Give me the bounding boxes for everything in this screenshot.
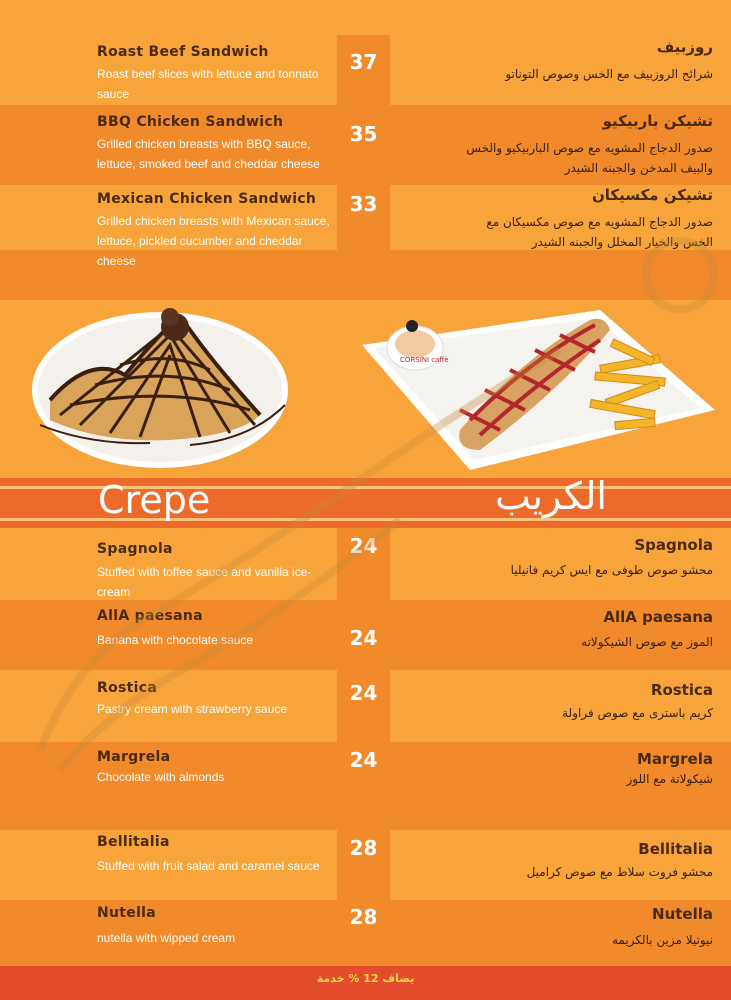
item-name-ar: Bellitalia xyxy=(638,840,713,858)
item-description-ar: محشو صوص طوفى مع ايس كريم فانيليا xyxy=(510,563,713,577)
item-price: 24 xyxy=(349,748,378,772)
item-description: Roast beef slices with lettuce and tonnato sauce xyxy=(97,67,319,101)
crepe-chocolate-photo xyxy=(30,305,290,470)
item-name-ar: Margrela xyxy=(636,750,713,768)
item-description: Grilled chicken breasts with Mexican sauce, lettuce, pickled cucumber and cheddar cheese xyxy=(97,214,330,268)
item-description: Grilled chicken breasts with BBQ sauce, lettuce, smoked beef and cheddar cheese xyxy=(97,137,320,171)
item-name: AllA paesana xyxy=(97,608,203,624)
item-price: 33 xyxy=(349,192,378,216)
item-name-ar: روزبيف xyxy=(656,38,713,56)
item-name: Bellitalia xyxy=(97,834,170,850)
item-price: 28 xyxy=(349,905,378,929)
item-description: nutella with wipped cream xyxy=(97,931,236,945)
item-price: 24 xyxy=(349,534,378,558)
item-description-ar: كريم باسترى مع صوص فراولة xyxy=(562,706,713,720)
item-description: Chocolate with almonds xyxy=(97,770,225,784)
item-name: Nutella xyxy=(97,905,157,921)
item-description-ar: صدور الدجاج المشويه مع صوص مكسيكان مع الخس والخيار المخلل والجبنه الشيدر xyxy=(486,215,713,249)
item-price: 35 xyxy=(349,122,378,146)
item-name-ar: تشيكن مكسيكان xyxy=(591,186,713,204)
section-title-en: Crepe xyxy=(98,478,211,522)
section-title-ar: الكريب xyxy=(495,474,607,518)
item-name: Roast Beef Sandwich xyxy=(97,44,269,60)
item-name-ar: Nutella xyxy=(652,905,713,923)
plate-brand-text: CORSINI caffè xyxy=(400,356,449,364)
item-name: Margrela xyxy=(97,749,171,765)
item-price: 37 xyxy=(349,50,378,74)
item-price: 24 xyxy=(349,681,378,705)
item-name: Spagnola xyxy=(97,541,173,557)
item-description-ar: صدور الدجاج المشويه مع صوص الباربيكيو والخس والبيف المدخن والجبنه الشيدر xyxy=(466,141,713,175)
item-description: Stuffed with toffee sauce and vanilla ice-cream xyxy=(97,565,312,599)
item-name-ar: Rostica xyxy=(650,681,713,699)
crepe-fries-photo xyxy=(360,300,720,475)
item-name: Mexican Chicken Sandwich xyxy=(97,191,317,207)
item-price: 24 xyxy=(349,626,378,650)
item-description: Pastry cream with strawberry sauce xyxy=(97,702,288,716)
service-charge-note: يضاف 12 % خدمة xyxy=(316,972,415,985)
item-name-ar: AllA paesana xyxy=(603,608,713,626)
item-name: Rostica xyxy=(97,680,158,696)
item-description-ar: شرائح الروزبيف مع الخس وصوص التوناتو xyxy=(505,67,713,81)
item-price: 28 xyxy=(349,836,378,860)
item-name-ar: Spagnola xyxy=(634,536,713,554)
item-description-ar: نيوتيلا مزين بالكريمه xyxy=(611,933,713,947)
item-name-ar: تشيكن باربيكيو xyxy=(602,112,713,130)
item-description-ar: محشو فروت سلاط مع صوص كراميل xyxy=(526,865,713,879)
item-description-ar: شيكولاتة مع اللوز xyxy=(626,772,713,786)
item-description: Stuffed with fruit salad and caramel sauce xyxy=(97,859,320,873)
price-column xyxy=(337,528,390,966)
item-description-ar: الموز مع صوص الشيكولاته xyxy=(581,635,713,649)
item-description: Banana with chocolate sauce xyxy=(97,633,254,647)
item-name: BBQ Chicken Sandwich xyxy=(97,114,284,130)
